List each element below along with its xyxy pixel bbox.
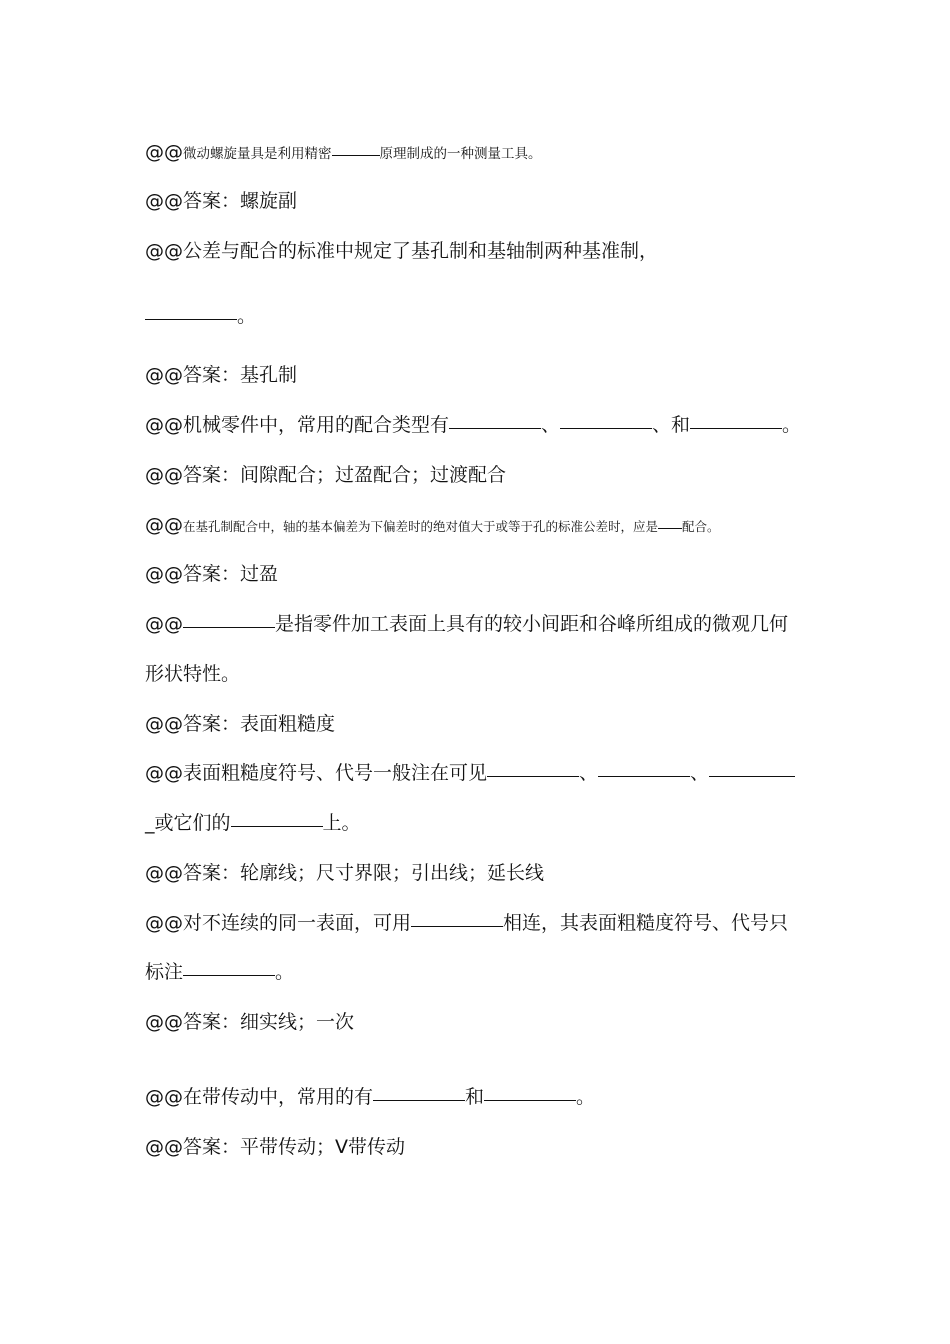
question-5 xyxy=(145,611,788,637)
answer-2: @@答案：基孔制 xyxy=(145,364,298,386)
fill-blank xyxy=(449,428,541,429)
question-text-post: 配合。 xyxy=(682,519,720,534)
separator: 、和 xyxy=(652,414,691,436)
question-text-pre: @@机械零件中，常用的配合类型有 xyxy=(145,414,450,436)
question-6 xyxy=(145,760,795,786)
fill-blank xyxy=(411,926,503,927)
fill-blank xyxy=(658,528,682,529)
question-5-continuation: 形状特性。 xyxy=(145,663,241,685)
question-text-post: 。 xyxy=(275,961,295,983)
answer-1: @@答案：螺旋副 xyxy=(145,190,298,212)
separator: 和 xyxy=(465,1086,485,1108)
fill-blank xyxy=(709,776,795,777)
fill-blank xyxy=(332,155,380,156)
separator: 、 xyxy=(690,762,710,784)
question-prefix: @@ xyxy=(145,514,183,536)
fill-blank xyxy=(487,776,579,777)
question-text-pre: @@表面粗糙度符号、代号一般注在可见 xyxy=(145,762,488,784)
fill-blank xyxy=(231,826,323,827)
fill-blank xyxy=(598,776,690,777)
question-3 xyxy=(145,412,801,438)
question-text-pre: @@在带传动中，常用的有 xyxy=(145,1086,374,1108)
question-2-continuation xyxy=(145,303,256,329)
question-6-continuation xyxy=(145,810,361,836)
question-text-post: 。 xyxy=(782,414,802,436)
question-text-post: 。 xyxy=(576,1086,596,1108)
question-text-post: 。 xyxy=(237,305,257,327)
fill-blank xyxy=(373,1100,465,1101)
fill-blank xyxy=(183,975,275,976)
question-text-post: 相连，其表面粗糙度符号、代号只 xyxy=(503,912,789,934)
question-text-pre: 在基孔制配合中，轴的基本偏差为下偏差时的绝对值大于或等于孔的标准公差时，应是 xyxy=(183,519,659,534)
question-text-pre: @@对不连续的同一表面，可用 xyxy=(145,912,412,934)
question-8 xyxy=(145,1084,595,1110)
fill-blank xyxy=(183,627,275,628)
question-1 xyxy=(145,139,542,165)
question-7 xyxy=(145,910,788,936)
fill-blank xyxy=(560,428,652,429)
separator: 、 xyxy=(579,762,599,784)
answer-6: @@答案：轮廓线；尺寸界限；引出线；延长线 xyxy=(145,862,545,884)
question-text-pre: @@ xyxy=(145,613,183,635)
question-7-continuation xyxy=(145,959,294,985)
question-prefix: @@ xyxy=(145,141,183,163)
question-4 xyxy=(145,512,720,538)
answer-8: @@答案：平带传动；V带传动 xyxy=(145,1136,405,1158)
answer-5: @@答案：表面粗糙度 xyxy=(145,713,336,735)
question-text-post: 上。 xyxy=(322,812,361,834)
answer-4: @@答案：过盈 xyxy=(145,563,279,585)
fill-blank xyxy=(690,428,782,429)
question-text-pre: _或它们的 xyxy=(145,812,231,834)
question-text-pre: 标注 xyxy=(145,961,184,983)
question-text-post: 原理制成的一种测量工具。 xyxy=(379,146,542,162)
question-text-pre: 微动螺旋量具是利用精密 xyxy=(183,146,332,162)
question-2: @@公差与配合的标准中规定了基孔制和基轴制两种基准制， xyxy=(145,240,659,262)
fill-blank xyxy=(145,319,237,320)
separator: 、 xyxy=(541,414,561,436)
answer-7: @@答案：细实线；一次 xyxy=(145,1011,355,1033)
question-text-post: 是指零件加工表面上具有的较小间距和谷峰所组成的微观几何 xyxy=(275,613,789,635)
answer-3: @@答案：间隙配合；过盈配合；过渡配合 xyxy=(145,464,507,486)
fill-blank xyxy=(484,1100,576,1101)
